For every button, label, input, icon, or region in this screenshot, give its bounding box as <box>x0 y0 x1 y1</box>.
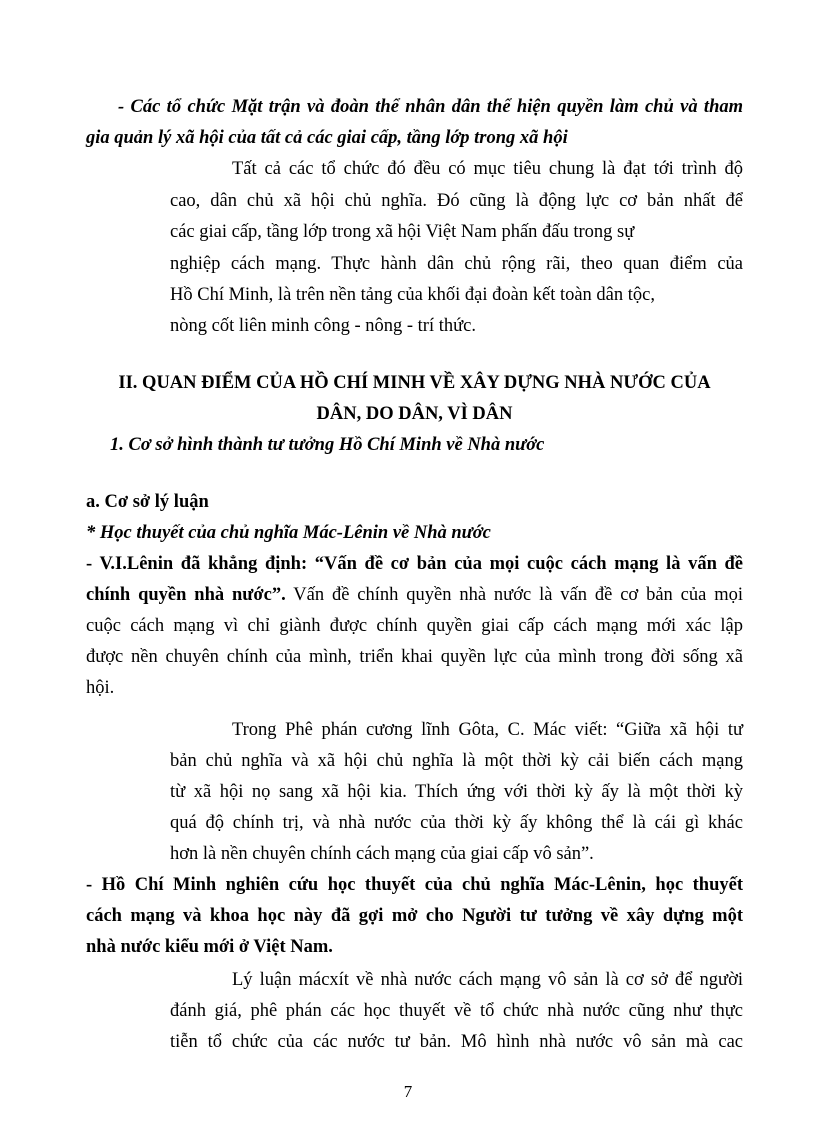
section-a-subheading: * Học thuyết của chủ nghĩa Mác-Lênin về Nhà nước <box>86 523 491 543</box>
theory-line-1: Lý luận mácxít về nhà nước cách mạng vô sản là cơ sở để người <box>232 970 743 990</box>
front-para-line-3: các giai cấp, tầng lớp trong xã hội Việt Nam phấn đấu trong sự <box>170 222 635 242</box>
section-ii-subtitle: 1. Cơ sở hình thành tư tưởng Hồ Chí Minh về Nhà nước <box>110 435 545 455</box>
theory-line-3: tiễn tổ chức của các nước tư bản. Mô hình nhà nước vô sản mà cac <box>170 1032 743 1052</box>
lenin-line-2 <box>86 584 743 606</box>
lenin-line-1: - V.I.Lênin đã khẳng định: “Vấn đề cơ bản của mọi cuộc cách mạng là vấn đề <box>86 554 743 574</box>
marx-quote-line-4: quá độ chính trị, và nhà nước của thời kỳ ấy không thể là cái gì khác <box>170 813 743 833</box>
hcm-bold-line-2: cách mạng và khoa học này đã gợi mở cho Người tư tưởng về xây dựng một <box>86 906 743 926</box>
front-para-line-1: Tất cả các tổ chức đó đều có mục tiêu chung là đạt tới trình độ <box>232 159 743 179</box>
lenin-line-3: cuộc cách mạng vì chỉ giành được chính quyền giai cấp cách mạng mới xác lập <box>86 616 743 636</box>
front-heading-line-2: gia quản lý xã hội của tất cả các giai cấp, tầng lớp trong xã hội <box>86 128 568 148</box>
theory-line-2: đánh giá, phê phán các học thuyết về tổ chức nhà nước cũng như thực <box>170 1001 743 1021</box>
section-a-heading: a. Cơ sở lý luận <box>86 492 209 512</box>
marx-quote-line-2: bản chủ nghĩa và xã hội chủ nghĩa là một thời kỳ cải biến cách mạng <box>170 751 743 771</box>
lenin-line-2-bold: chính quyền nhà nước”. <box>86 585 286 605</box>
lenin-line-5: hội. <box>86 678 115 698</box>
front-para-line-4: nghiệp cách mạng. Thực hành dân chủ rộng rãi, theo quan điểm của <box>170 254 743 274</box>
front-para-line-2: cao, dân chủ xã hội chủ nghĩa. Đó cũng là động lực cơ bản nhất để <box>170 191 743 211</box>
marx-quote-line-5: hơn là nền chuyên chính cách mạng của giai cấp vô sản”. <box>170 844 594 864</box>
marx-quote-line-1: Trong Phê phán cương lĩnh Gôta, C. Mác viết: “Giữa xã hội tư <box>232 720 743 740</box>
hcm-bold-line-1: - Hồ Chí Minh nghiên cứu học thuyết của chủ nghĩa Mác-Lênin, học thuyết <box>86 875 743 895</box>
front-para-line-6: nòng cốt liên minh công - nông - trí thức. <box>170 316 476 336</box>
hcm-bold-line-3: nhà nước kiểu mới ở Việt Nam. <box>86 937 333 957</box>
section-ii-title-line-1: II. QUAN ĐIỂM CỦA HỒ CHÍ MINH VỀ XÂY DỰNG NHÀ NƯỚC CỦA <box>118 373 711 393</box>
section-ii-title-line-2: DÂN, DO DÂN, VÌ DÂN <box>316 404 513 424</box>
front-heading-line-1: - Các tổ chức Mặt trận và đoàn thể nhân dân thể hiện quyền làm chủ và tham <box>118 97 743 117</box>
lenin-line-4: được nền chuyên chính của mình, triển khai quyền lực của mình trong đời sống xã <box>86 647 743 667</box>
lenin-line-2-rest: Vấn đề chính quyền nhà nước là vấn đề cơ bản của mọi <box>285 585 743 605</box>
page-number: 7 <box>403 1082 413 1101</box>
front-para-line-5: Hồ Chí Minh, là trên nền tảng của khối đại đoàn kết toàn dân tộc, <box>170 285 655 305</box>
marx-quote-line-3: từ xã hội nọ sang xã hội kia. Thích ứng với thời kỳ ấy là một thời kỳ <box>170 782 743 802</box>
